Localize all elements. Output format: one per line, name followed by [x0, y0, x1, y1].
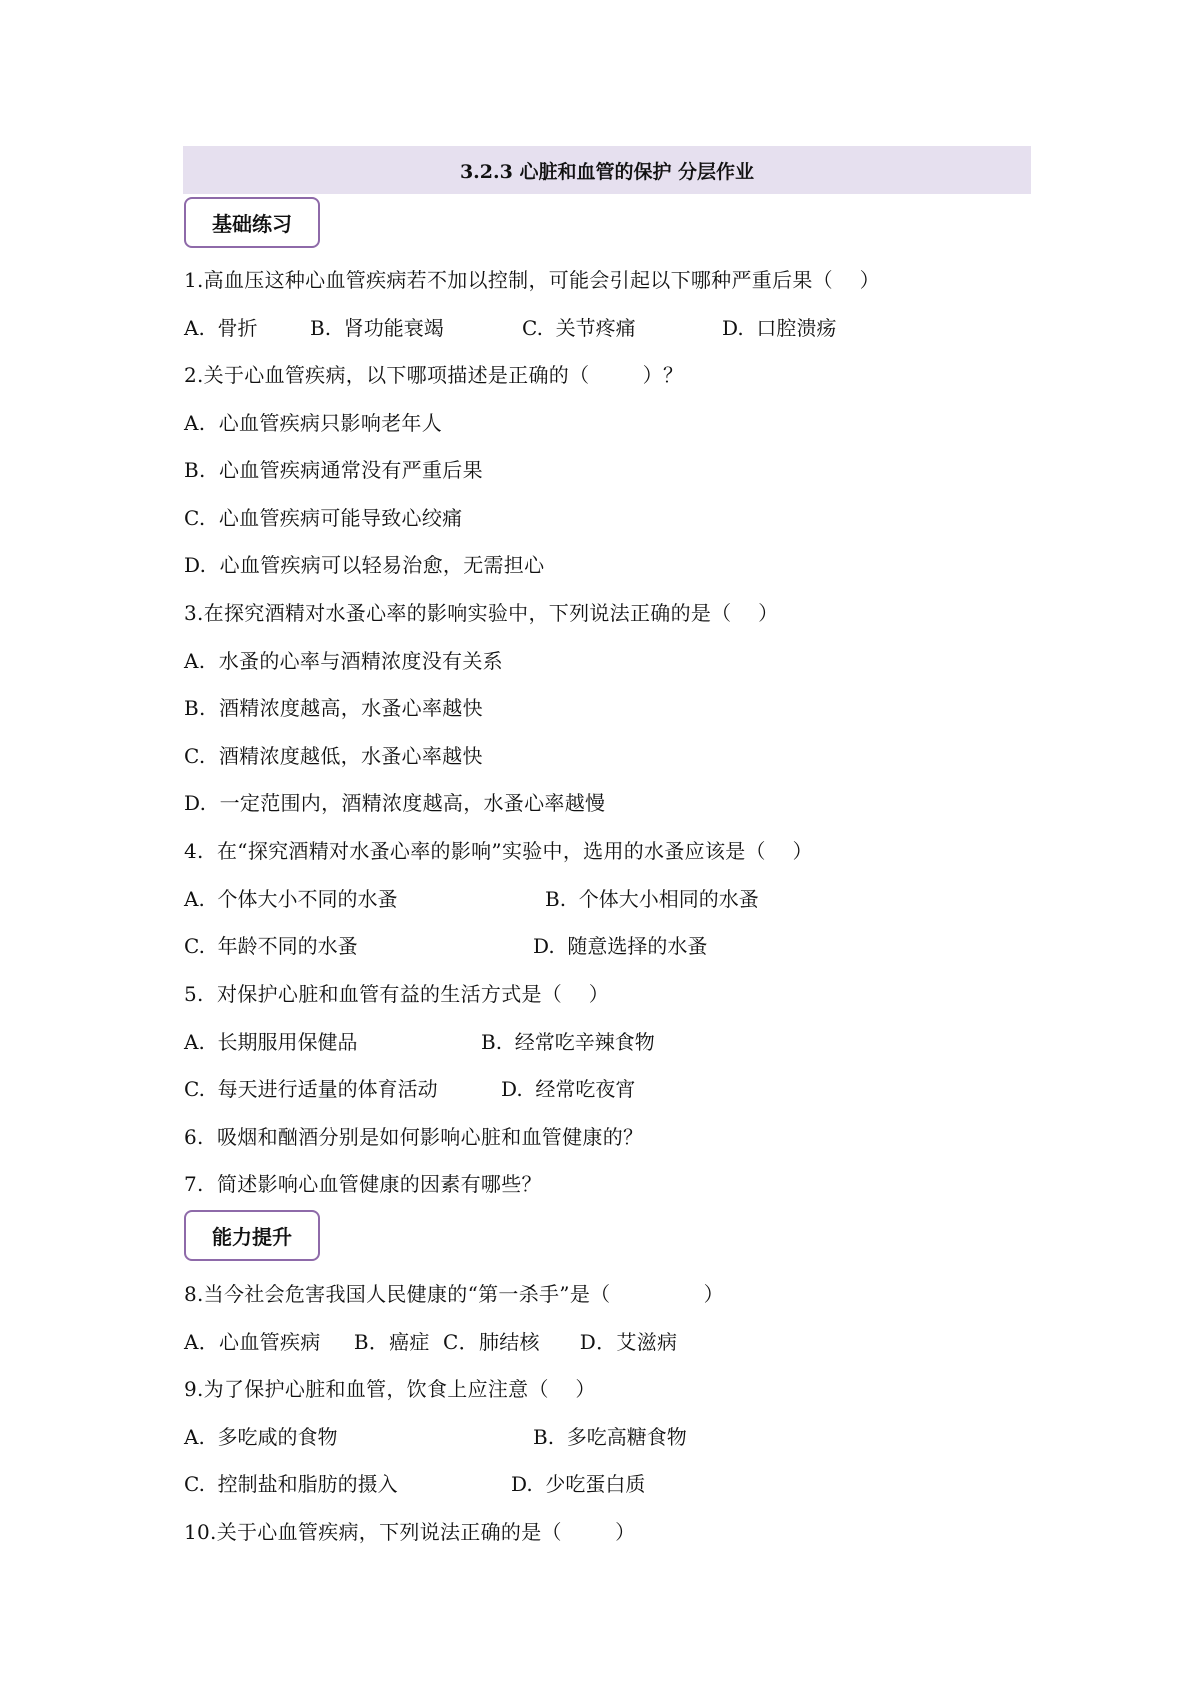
question-3-option-c: C. 酒精浓度越低，水蚤心率越快: [184, 744, 483, 768]
question-2-stem: 2.关于心血管疾病，以下哪项描述是正确的（ ）？: [184, 363, 684, 387]
question-4-stem: 4. 在“探究酒精对水蚤心率的影响”实验中，选用的水蚤应该是（ ）: [184, 839, 813, 863]
question-4-option-d: D. 随意选择的水蚤: [533, 934, 708, 958]
question-7-stem: 7. 简述影响心血管健康的因素有哪些？: [184, 1172, 542, 1196]
question-5-option-a: A. 长期服用保健品: [184, 1030, 358, 1054]
question-1-option-c: C. 关节疼痛: [522, 316, 636, 340]
question-2-option-a: A. 心血管疾病只影响老年人: [184, 411, 443, 435]
section-ability-improvement: [184, 1210, 320, 1261]
page-title: [183, 146, 1031, 194]
question-3-option-a: A. 水蚤的心率与酒精浓度没有关系: [184, 649, 503, 673]
question-9-option-b: B. 多吃高糖食物: [533, 1425, 687, 1449]
question-1-option-b: B. 肾功能衰竭: [310, 316, 444, 340]
section-advanced-label: 能力提升: [212, 1225, 292, 1249]
question-3-stem: 3.在探究酒精对水蚤心率的影响实验中，下列说法正确的是（ ）: [184, 601, 779, 625]
question-1-option-a: A. 骨折: [184, 316, 258, 340]
question-2-option-c: C. 心血管疾病可能导致心绞痛: [184, 506, 463, 530]
question-4-option-a: A. 个体大小不同的水蚤: [184, 887, 398, 911]
question-9-option-c: C. 控制盐和脂肪的摄入: [184, 1472, 398, 1496]
question-5-option-d: D. 经常吃夜宵: [501, 1077, 636, 1101]
question-1-option-d: D. 口腔溃疡: [722, 316, 837, 340]
section-basic-label: 基础练习: [212, 212, 292, 236]
question-9-stem: 9.为了保护心脏和血管，饮食上应注意（ ）: [184, 1377, 596, 1401]
question-8-options: A．心血管疾病 B．癌症 C．肺结核 D．艾滋病: [184, 1330, 678, 1354]
question-3-option-b: B. 酒精浓度越高，水蚤心率越快: [184, 696, 483, 720]
question-5-option-b: B. 经常吃辛辣食物: [481, 1030, 655, 1054]
question-4-option-c: C. 年龄不同的水蚤: [184, 934, 358, 958]
question-2-option-b: B. 心血管疾病通常没有严重后果: [184, 458, 483, 482]
page-title-text: 3.2.3 心脏和血管的保护 分层作业: [459, 160, 755, 183]
question-8-stem: 8.当今社会危害我国人民健康的“第一杀手”是（ ）: [184, 1282, 724, 1306]
question-9-option-d: D. 少吃蛋白质: [511, 1472, 646, 1496]
question-3-option-d: D. 一定范围内，酒精浓度越高，水蚤心率越慢: [184, 791, 606, 815]
question-5-option-c: C. 每天进行适量的体育活动: [184, 1077, 438, 1101]
question-5-stem: 5. 对保护心脏和血管有益的生活方式是（ ）: [184, 982, 610, 1006]
question-10-stem: 10.关于心血管疾病，下列说法正确的是（ ）: [184, 1520, 636, 1544]
question-4-option-b: B. 个体大小相同的水蚤: [545, 887, 759, 911]
question-2-option-d: D. 心血管疾病可以轻易治愈，无需担心: [184, 553, 545, 577]
question-1-stem: 1.高血压这种心血管疾病若不加以控制，可能会引起以下哪种严重后果（ ）: [184, 268, 880, 292]
question-9-option-a: A. 多吃咸的食物: [184, 1425, 338, 1449]
question-6-stem: 6. 吸烟和酗酒分别是如何影响心脏和血管健康的？: [184, 1125, 644, 1149]
section-basic-practice: [184, 197, 320, 248]
